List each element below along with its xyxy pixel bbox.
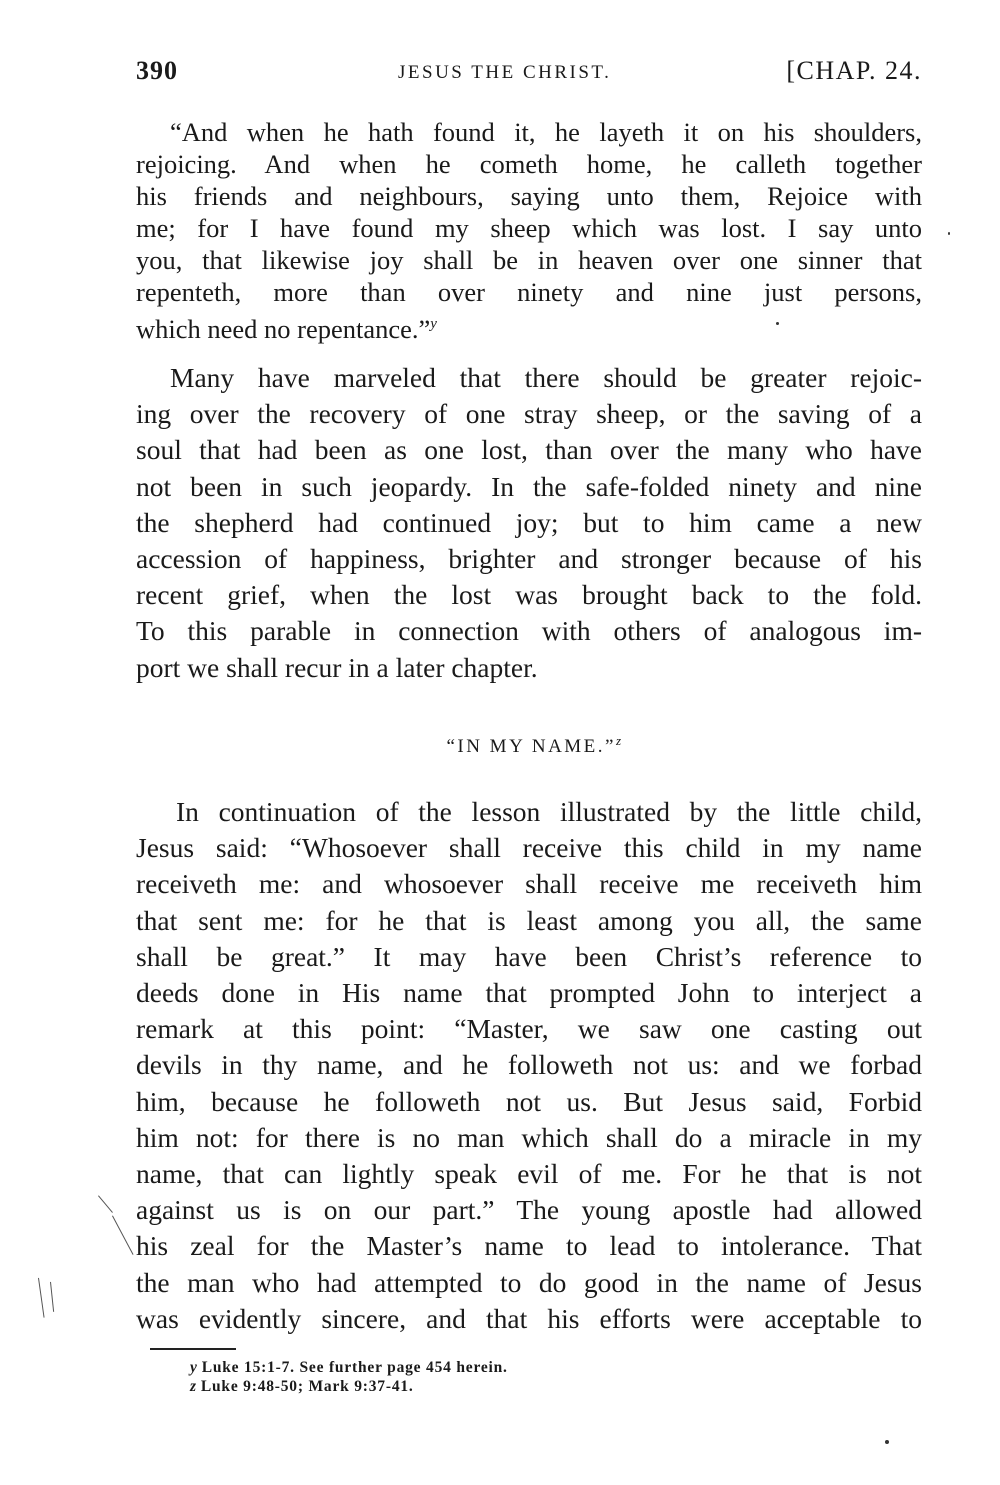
- footnote-reference: y: [430, 316, 437, 332]
- text-line: remark at this point: “Master, we saw one casting out: [136, 1013, 922, 1045]
- footnote-text: Luke 15:1-7. See further page 454 herein.: [201, 1359, 508, 1376]
- body-paragraph: [136, 360, 922, 686]
- footnote-mark: z: [190, 1378, 197, 1395]
- text-line: that sent me: for he that is least among you all, the same: [136, 904, 922, 936]
- chapter-reference: [CHAP. 24.: [786, 56, 922, 85]
- text-line: shall be great.” It may have been Christ’s reference to: [136, 940, 922, 972]
- text-line: port we shall recur in a later chapter.: [136, 651, 538, 683]
- text-line: Jesus said: “Whosoever shall receive this child in my name: [136, 832, 922, 864]
- text-line-content: which need no repentance.”: [136, 314, 431, 344]
- footnote-text: Luke 9:48-50; Mark 9:37-41.: [200, 1378, 414, 1395]
- text-line: “And when he hath found it, he layeth it on his shoulders,: [170, 117, 922, 147]
- running-header: [136, 56, 922, 96]
- text-line: accession of happiness, brighter and stronger because of his: [136, 543, 922, 575]
- text-line: name, that can lightly speak evil of me. For he that is not: [136, 1158, 922, 1190]
- text-line: was evidently sincere, and that his efforts were acceptable to: [136, 1302, 922, 1334]
- body-paragraph: [136, 794, 922, 1337]
- text-line: you, that likewise joy shall be in heaven over one sinner that: [136, 245, 922, 275]
- text-line: recent grief, when the lost was brought back to the fold.: [136, 579, 922, 611]
- footnote-reference: z: [615, 733, 624, 748]
- text-line: his friends and neighbours, saying unto them, Rejoice with: [136, 181, 922, 211]
- text-line: To this parable in connection with others of analogous im-: [136, 615, 922, 647]
- scan-scratch: [112, 1216, 134, 1255]
- section-heading: [0, 733, 1000, 758]
- text-line: the shepherd had continued joy; but to him came a new: [136, 506, 922, 538]
- text-line: repenteth, more than over ninety and nine just persons,: [136, 277, 922, 307]
- text-line: deeds done in His name that prompted John to interject a: [136, 977, 922, 1009]
- footnote-divider: [150, 1348, 236, 1350]
- footnotes: [190, 1358, 508, 1396]
- footnote-mark: y: [190, 1359, 198, 1376]
- scripture-quotation: [136, 116, 922, 345]
- scan-scratch: [50, 1282, 54, 1312]
- footnote: [190, 1377, 508, 1396]
- scan-speck: [776, 322, 779, 325]
- running-title: JESUS THE CHRIST.: [398, 62, 612, 83]
- text-line: him not: for there is no man which shall do a miracle in my: [136, 1121, 922, 1153]
- text-line: Many have marveled that there should be greater rejoic-: [170, 362, 922, 393]
- text-line: soul that had been as one lost, than over the many who have: [136, 434, 922, 466]
- text-line: ing over the recovery of one stray sheep, or the saving of a: [136, 398, 922, 430]
- text-line: him, because he followeth not us. But Jesus said, Forbid: [136, 1085, 922, 1117]
- scan-scratch: [38, 1278, 45, 1318]
- text-line: me; for I have found my sheep which was lost. I say unto: [136, 213, 922, 243]
- text-line: his zeal for the Master’s name to lead to intolerance. That: [136, 1230, 922, 1262]
- text-line: receiveth me: and whosoever shall receive me receiveth him: [136, 868, 922, 900]
- text-line: against us is on our part.” The young apostle had allowed: [136, 1194, 922, 1226]
- text-line: In continuation of the lesson illustrated by the little child,: [176, 796, 922, 827]
- scan-speck: [885, 1440, 889, 1444]
- scan-scratch: [98, 1195, 113, 1212]
- text-line: not been in such jeopardy. In the safe-folded ninety and nine: [136, 470, 922, 502]
- scan-speck: [948, 232, 950, 235]
- text-line: [136, 308, 922, 345]
- footnote: [190, 1358, 508, 1377]
- text-line: devils in thy name, and he followeth not us: and we forbad: [136, 1049, 922, 1081]
- section-heading-text: “IN MY NAME.”: [446, 736, 616, 757]
- text-line: rejoicing. And when he cometh home, he calleth together: [136, 149, 922, 179]
- text-line: the man who had attempted to do good in the name of Jesus: [136, 1266, 922, 1298]
- page-number: 390: [136, 56, 178, 85]
